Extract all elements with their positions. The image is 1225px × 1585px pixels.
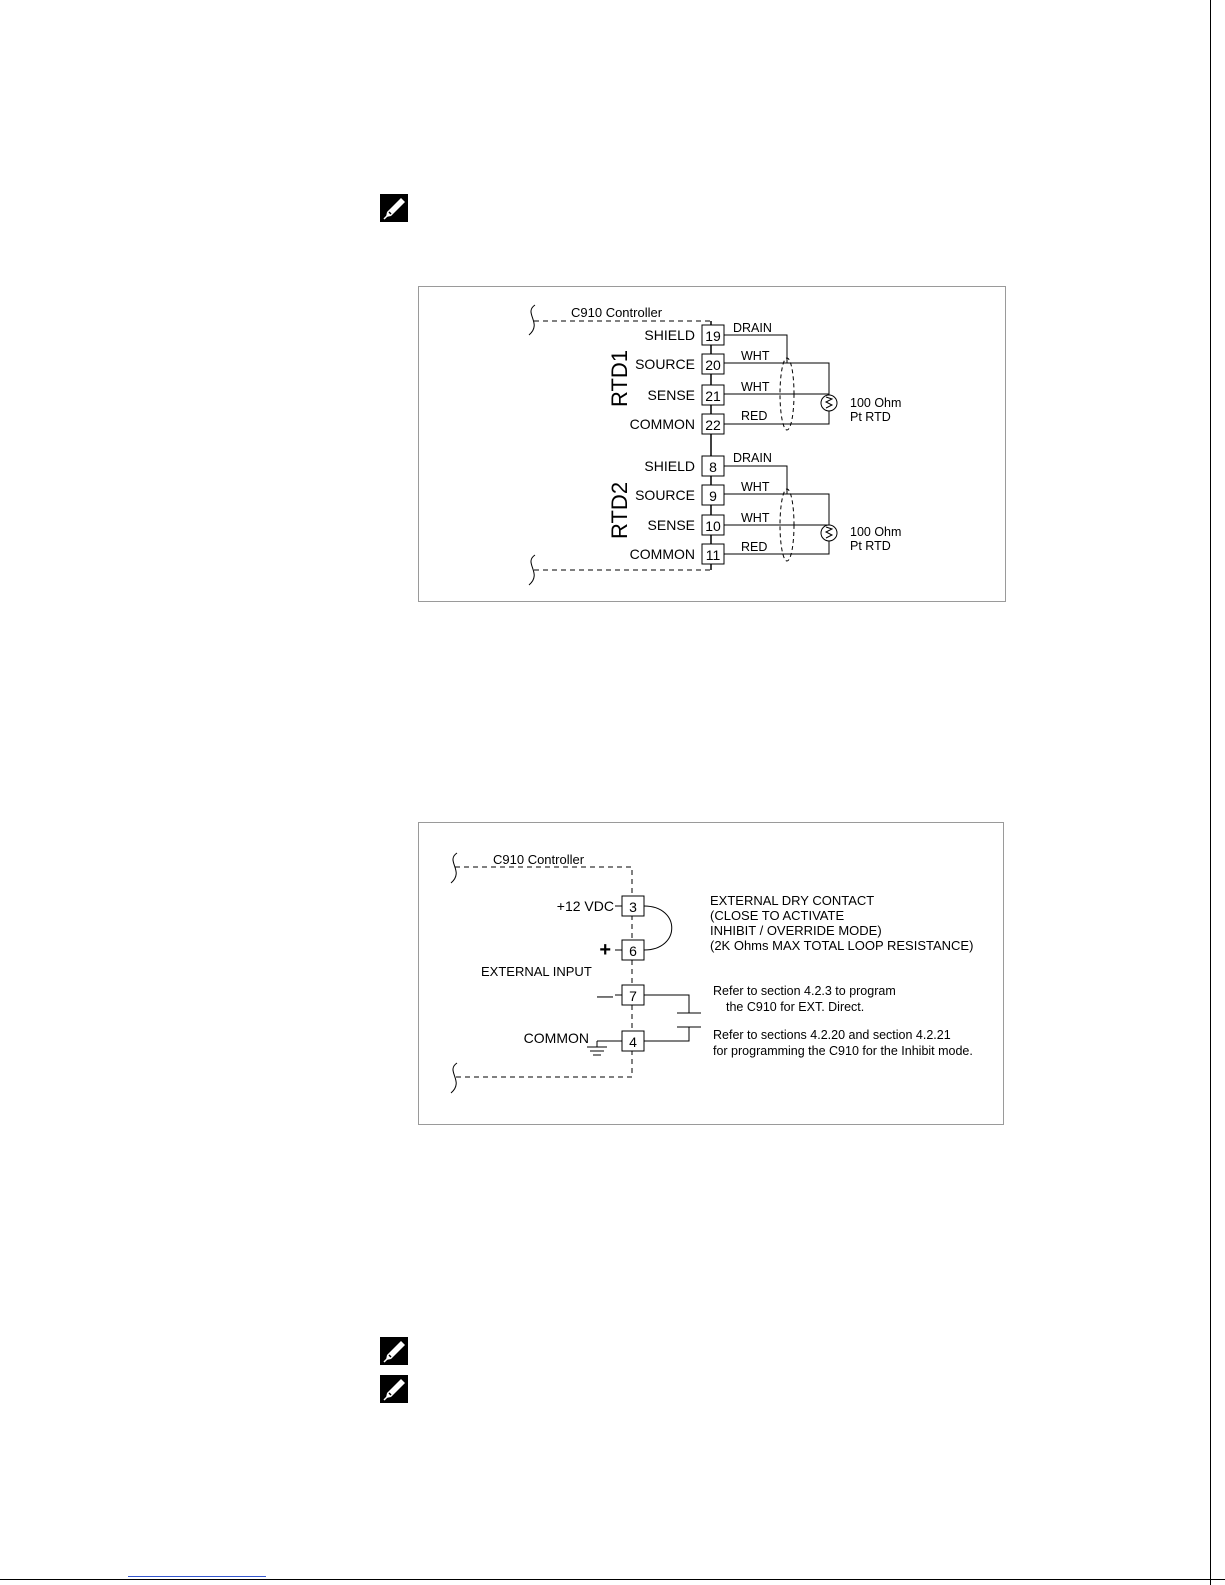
rtd2-title: RTD2 <box>607 481 632 539</box>
terminal-number: 21 <box>705 388 721 404</box>
ground-icon <box>587 1041 607 1055</box>
terminal-label: SOURCE <box>635 487 695 503</box>
terminal-label: + <box>599 939 611 961</box>
terminal-number: 8 <box>709 459 717 475</box>
wire-label: RED <box>741 540 768 554</box>
external-input-figure <box>418 822 1004 1125</box>
contact-note: (CLOSE TO ACTIVATE <box>710 908 845 923</box>
jumper-loop <box>644 906 672 950</box>
contact-note: INHIBIT / OVERRIDE MODE) <box>710 923 882 938</box>
footer-link-underline <box>128 1576 266 1577</box>
terminal-label: SHIELD <box>644 327 695 343</box>
sensor-label: Pt RTD <box>850 410 891 424</box>
terminal-number: 20 <box>705 357 721 373</box>
terminal-number: 22 <box>705 417 721 433</box>
wire-label: WHT <box>741 380 770 394</box>
terminal-number: 9 <box>709 488 717 504</box>
wire-label: WHT <box>741 349 770 363</box>
wire-label: RED <box>741 409 768 423</box>
terminal-number: 4 <box>629 1034 637 1050</box>
external-input-diagram <box>419 823 1003 1124</box>
rtd1-terminals <box>630 325 724 434</box>
external-input-label: EXTERNAL INPUT <box>481 964 592 979</box>
terminal-number: 19 <box>705 328 721 344</box>
terminal-label: +12 VDC <box>556 898 614 914</box>
terminal-number: 11 <box>705 547 721 563</box>
refer-note: Refer to section 4.2.3 to program <box>713 984 896 998</box>
footer-rule <box>0 1579 1225 1580</box>
wire-label: WHT <box>741 511 770 525</box>
wire-label: WHT <box>741 480 770 494</box>
terminal-label: — <box>597 988 613 1005</box>
refer-note: the C910 for EXT. Direct. <box>726 1000 865 1014</box>
terminal-label: COMMON <box>629 416 695 432</box>
sensor-label: Pt RTD <box>850 539 891 553</box>
terminal-number: 10 <box>705 518 721 534</box>
break-mark-bottom <box>451 1063 457 1093</box>
wire-label: DRAIN <box>733 321 772 335</box>
terminal-label: SOURCE <box>635 356 695 372</box>
sensor-label: 100 Ohm <box>850 396 902 410</box>
terminal-label: SENSE <box>647 387 695 403</box>
refer-note: Refer to sections 4.2.20 and section 4.2.21 <box>713 1028 951 1042</box>
pencil-note-icon <box>380 1375 408 1403</box>
wire-label: DRAIN <box>733 451 772 465</box>
pencil-note-icon <box>380 194 408 222</box>
rtd2-terminals <box>630 456 724 564</box>
dry-contact-wires <box>644 995 701 1041</box>
break-mark-top <box>529 305 535 335</box>
controller-label: C910 Controller <box>571 305 663 320</box>
break-mark-top <box>451 853 457 883</box>
terminal-label: SENSE <box>647 517 695 533</box>
controller-label: C910 Controller <box>493 852 585 867</box>
contact-note: EXTERNAL DRY CONTACT <box>710 893 875 908</box>
terminal-label: COMMON <box>523 1030 589 1046</box>
sensor-label: 100 Ohm <box>850 525 902 539</box>
pencil-note-icon <box>380 1337 408 1365</box>
rtd1-title: RTD1 <box>607 349 632 407</box>
terminal-label: SHIELD <box>644 458 695 474</box>
refer-note: for programming the C910 for the Inhibit mode. <box>713 1044 973 1058</box>
contact-note: (2K Ohms MAX TOTAL LOOP RESISTANCE) <box>710 938 974 953</box>
page-edge-line <box>1210 0 1211 1585</box>
terminal-number: 6 <box>629 943 637 959</box>
terminal-number: 3 <box>629 899 637 915</box>
rtd-wiring-figure <box>418 286 1006 602</box>
terminal-label: COMMON <box>629 546 695 562</box>
terminal-number: 7 <box>629 988 637 1004</box>
rtd-wiring-diagram <box>419 287 1005 601</box>
